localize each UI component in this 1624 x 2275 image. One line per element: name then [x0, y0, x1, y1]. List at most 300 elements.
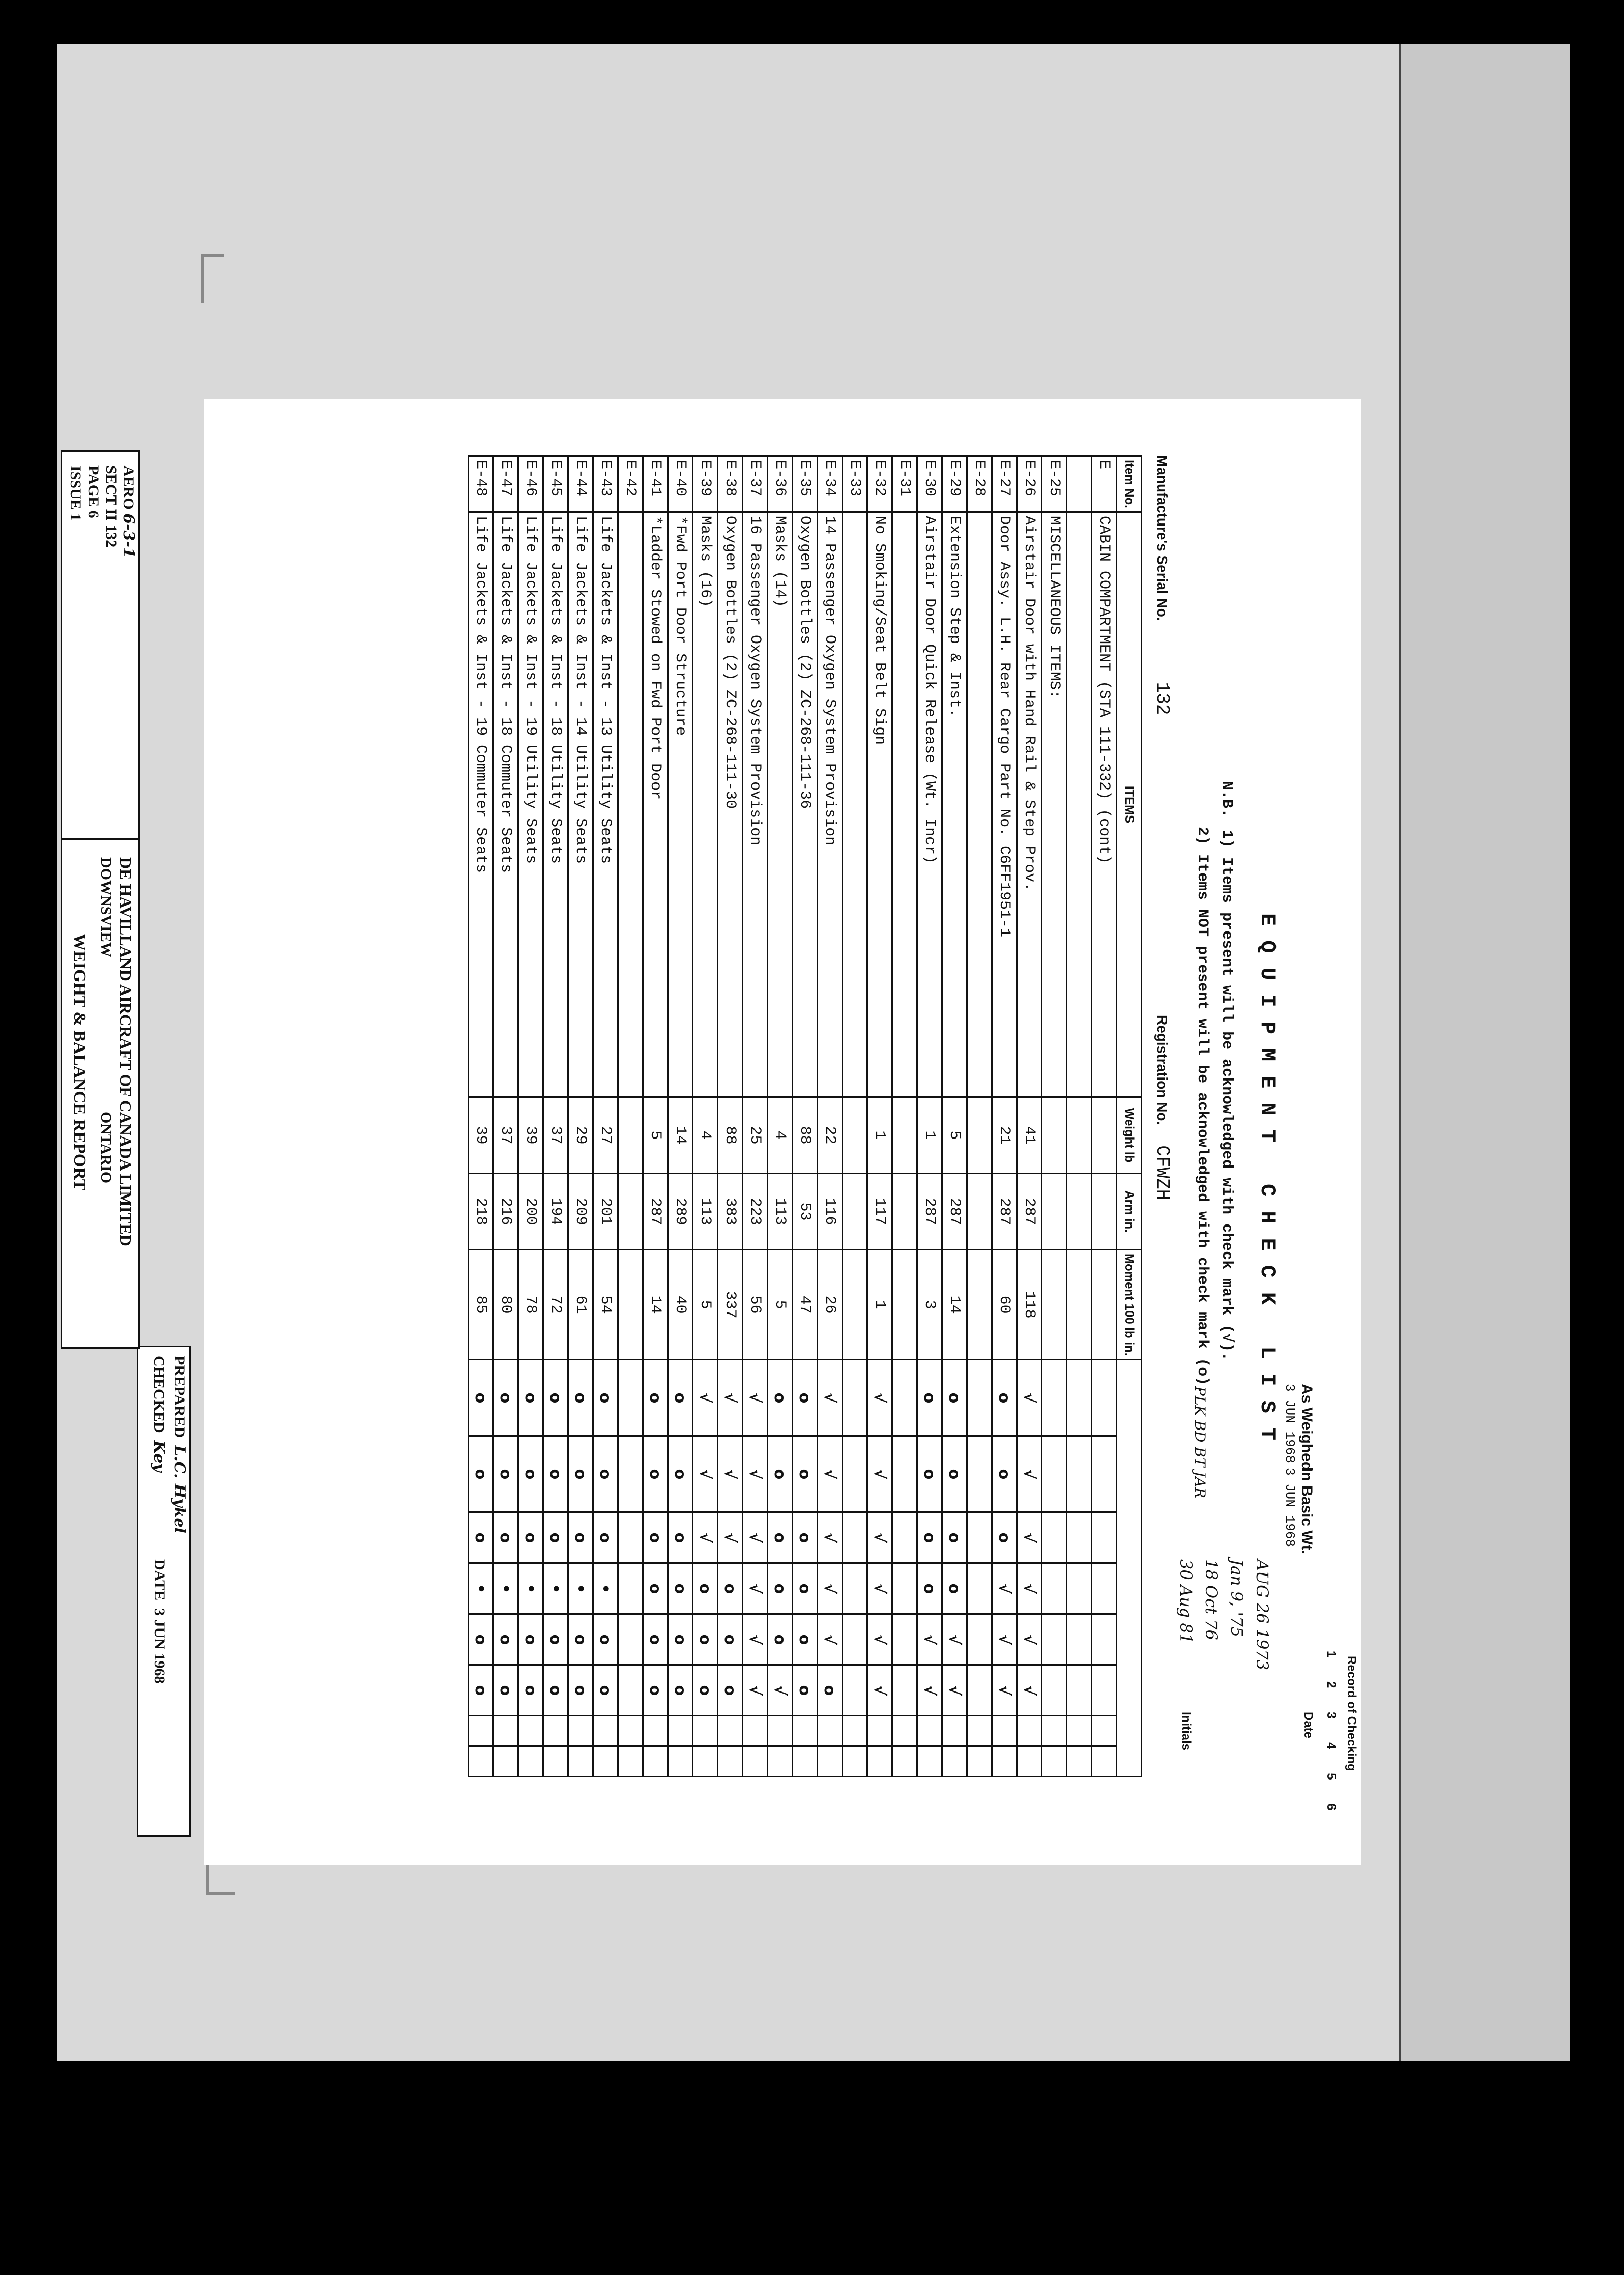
- check-mark-cell: •: [568, 1563, 593, 1614]
- item-weight: 39: [518, 1097, 543, 1174]
- record-date-3: 18 Oct 76: [1202, 1559, 1221, 1640]
- check-mark-cell: o: [568, 1665, 593, 1716]
- item-description: Masks (16): [693, 512, 718, 1097]
- table-row: [892, 456, 917, 1777]
- check-mark-cell: o: [668, 1512, 693, 1563]
- check-mark-cell: [843, 1512, 867, 1563]
- check-mark-cell: √: [1017, 1665, 1042, 1716]
- item-arm: 383: [718, 1174, 743, 1250]
- item-description: [1067, 512, 1092, 1097]
- check-mark-cell: •: [593, 1563, 618, 1614]
- table-row: [494, 456, 518, 1777]
- check-mark-cell: o: [593, 1360, 618, 1436]
- check-mark-cell: [967, 1746, 992, 1777]
- check-mark-cell: [818, 1716, 843, 1746]
- item-moment: 60: [992, 1250, 1017, 1360]
- table-row: [768, 456, 793, 1777]
- check-mark-cell: [1017, 1716, 1042, 1746]
- table-row: [693, 456, 718, 1777]
- check-mark-cell: √: [718, 1436, 743, 1512]
- check-mark-cell: √: [743, 1512, 768, 1563]
- check-mark-cell: [593, 1716, 618, 1746]
- item-moment: 5: [768, 1250, 793, 1360]
- item-arm: 53: [793, 1174, 818, 1250]
- item-moment: 14: [942, 1250, 967, 1360]
- company-province: ONTARIO: [98, 1112, 114, 1184]
- item-moment: 5: [693, 1250, 718, 1360]
- check-mark-cell: o: [469, 1614, 494, 1665]
- check-mark-cell: [618, 1436, 643, 1512]
- check-mark-cell: [793, 1716, 818, 1746]
- check-mark-cell: [469, 1716, 494, 1746]
- table-row: [867, 456, 892, 1777]
- check-mark-cell: o: [693, 1563, 718, 1614]
- check-mark-cell: [1042, 1614, 1067, 1665]
- check-mark-cell: o: [494, 1436, 518, 1512]
- table-row: [917, 456, 942, 1777]
- prepared-line: PREPARED L.C. Hykel: [170, 1356, 188, 1533]
- check-mark-cell: o: [668, 1614, 693, 1665]
- item-number: E-33: [843, 456, 867, 512]
- sect-line: SECT II 132: [103, 465, 120, 548]
- item-number: E-45: [543, 456, 568, 512]
- item-number: E-44: [568, 456, 593, 512]
- item-description: Masks (14): [768, 512, 793, 1097]
- item-moment: 56: [743, 1250, 768, 1360]
- check-mark-cell: [693, 1716, 718, 1746]
- item-number: E-46: [518, 456, 543, 512]
- item-number: E-40: [668, 456, 693, 512]
- check-mark-cell: o: [568, 1360, 593, 1436]
- item-weight: [843, 1097, 867, 1174]
- check-mark-cell: √: [743, 1614, 768, 1665]
- check-mark-cell: [967, 1360, 992, 1436]
- item-arm: 201: [593, 1174, 618, 1250]
- check-mark-cell: √: [867, 1360, 892, 1436]
- check-mark-cell: [843, 1563, 867, 1614]
- item-arm: 218: [469, 1174, 494, 1250]
- item-number: E-25: [1042, 456, 1067, 512]
- check-mark-cell: √: [867, 1512, 892, 1563]
- item-arm: [1092, 1174, 1117, 1250]
- check-mark-cell: o: [668, 1436, 693, 1512]
- item-arm: 287: [643, 1174, 668, 1250]
- check-mark-cell: o: [917, 1563, 942, 1614]
- record-title: Record of Checking: [1345, 1656, 1358, 1771]
- check-mark-cell: [618, 1716, 643, 1746]
- check-mark-cell: √: [768, 1665, 793, 1716]
- check-mark-cell: •: [469, 1563, 494, 1614]
- check-mark-cell: o: [793, 1614, 818, 1665]
- check-mark-cell: o: [543, 1360, 568, 1436]
- item-weight: 4: [693, 1097, 718, 1174]
- item-arm: [892, 1174, 917, 1250]
- item-weight: [892, 1097, 917, 1174]
- item-moment: 118: [1017, 1250, 1042, 1360]
- check-mark-cell: o: [768, 1360, 793, 1436]
- item-arm: 287: [917, 1174, 942, 1250]
- check-mark-cell: [1092, 1360, 1117, 1436]
- table-row: [718, 456, 743, 1777]
- table-row: [1067, 456, 1092, 1777]
- equipment-table: [468, 455, 1142, 1777]
- item-number: E-26: [1017, 456, 1042, 512]
- check-mark-cell: [1042, 1746, 1067, 1777]
- check-mark-cell: [892, 1360, 917, 1436]
- check-mark-cell: [1092, 1746, 1117, 1777]
- basic-weight-date: 3 JUN 1968: [1282, 1468, 1297, 1548]
- table-row: [992, 456, 1017, 1777]
- check-mark-cell: [942, 1746, 967, 1777]
- item-arm: 289: [668, 1174, 693, 1250]
- check-mark-cell: √: [1017, 1512, 1042, 1563]
- check-mark-cell: o: [568, 1614, 593, 1665]
- check-mark-cell: o: [518, 1665, 543, 1716]
- check-mark-cell: o: [593, 1512, 618, 1563]
- equipment-check-list: [67, 399, 1361, 1865]
- check-mark-cell: [867, 1716, 892, 1746]
- check-mark-cell: [618, 1360, 643, 1436]
- check-mark-cell: o: [793, 1665, 818, 1716]
- check-mark-cell: [843, 1665, 867, 1716]
- check-mark-cell: o: [643, 1360, 668, 1436]
- item-arm: 113: [768, 1174, 793, 1250]
- item-number: E-27: [992, 456, 1017, 512]
- check-mark-cell: [967, 1614, 992, 1665]
- basic-weight-label: In Basic Wt.: [1298, 1468, 1315, 1555]
- check-mark-cell: √: [992, 1614, 1017, 1665]
- check-mark-cell: √: [917, 1614, 942, 1665]
- item-description: Door Assy. L.H. Rear Cargo Part No. C6FF1951-1: [992, 512, 1017, 1097]
- check-mark-cell: [618, 1665, 643, 1716]
- item-weight: 1: [917, 1097, 942, 1174]
- check-mark-cell: •: [518, 1563, 543, 1614]
- check-mark-cell: [469, 1746, 494, 1777]
- note-1: N.B.1) Items present will be acknowledged with check mark (√).: [1218, 781, 1235, 1361]
- check-mark-cell: o: [917, 1360, 942, 1436]
- check-mark-cell: √: [867, 1563, 892, 1614]
- item-description: No Smoking/Seat Belt Sign: [867, 512, 892, 1097]
- table-row: [643, 456, 668, 1777]
- check-mark-cell: o: [568, 1512, 593, 1563]
- col-record: [1117, 1360, 1142, 1777]
- item-moment: [618, 1250, 643, 1360]
- item-number: [1067, 456, 1092, 512]
- check-mark-cell: [967, 1665, 992, 1716]
- check-mark-cell: [892, 1436, 917, 1512]
- item-weight: 37: [543, 1097, 568, 1174]
- item-moment: 61: [568, 1250, 593, 1360]
- check-mark-cell: [1042, 1665, 1067, 1716]
- item-number: E-31: [892, 456, 917, 512]
- check-mark-cell: o: [469, 1436, 494, 1512]
- check-mark-cell: [992, 1746, 1017, 1777]
- check-mark-cell: [718, 1716, 743, 1746]
- check-mark-cell: •: [543, 1563, 568, 1614]
- check-mark-cell: o: [793, 1360, 818, 1436]
- corner-mark: [201, 254, 224, 303]
- item-moment: 80: [494, 1250, 518, 1360]
- item-moment: [967, 1250, 992, 1360]
- item-arm: [618, 1174, 643, 1250]
- item-moment: 85: [469, 1250, 494, 1360]
- item-weight: 88: [718, 1097, 743, 1174]
- check-mark-cell: o: [818, 1665, 843, 1716]
- table-row: [618, 456, 643, 1777]
- item-description: [843, 512, 867, 1097]
- item-number: E-28: [967, 456, 992, 512]
- check-mark-cell: √: [743, 1665, 768, 1716]
- item-moment: 54: [593, 1250, 618, 1360]
- check-mark-cell: o: [494, 1360, 518, 1436]
- item-arm: 117: [867, 1174, 892, 1250]
- check-mark-cell: o: [668, 1360, 693, 1436]
- check-mark-cell: √: [1017, 1614, 1042, 1665]
- check-mark-cell: [618, 1614, 643, 1665]
- check-mark-cell: [892, 1614, 917, 1665]
- check-mark-cell: o: [643, 1665, 668, 1716]
- page-line: PAGE 6: [85, 465, 102, 518]
- table-body: [469, 456, 1117, 1777]
- as-weighed-date: 3 JUN 1968: [1282, 1384, 1297, 1464]
- check-mark-cell: o: [643, 1512, 668, 1563]
- item-weight: 21: [992, 1097, 1017, 1174]
- item-number: E-35: [793, 456, 818, 512]
- check-mark-cell: o: [917, 1512, 942, 1563]
- check-mark-cell: √: [818, 1436, 843, 1512]
- check-mark-cell: √: [743, 1563, 768, 1614]
- check-mark-cell: o: [768, 1512, 793, 1563]
- col-arm: Arm in.: [1117, 1174, 1142, 1250]
- item-description: Life Jackets & Inst - 19 Utility Seats: [518, 512, 543, 1097]
- item-moment: [892, 1250, 917, 1360]
- check-mark-cell: [1067, 1716, 1092, 1746]
- note-2: 2) Items NOT present will be acknowledged with check mark (o).: [1194, 827, 1211, 1395]
- checked-line: CHECKED Key: [150, 1356, 168, 1472]
- item-description: Life Jackets & Inst - 18 Commuter Seats: [494, 512, 518, 1097]
- check-mark-cell: [843, 1716, 867, 1746]
- check-mark-cell: [892, 1716, 917, 1746]
- item-arm: [843, 1174, 867, 1250]
- check-mark-cell: o: [942, 1436, 967, 1512]
- record-col-numbers: 1 2 3 4 5 6: [1324, 1651, 1338, 1811]
- check-mark-cell: o: [793, 1512, 818, 1563]
- date-line: DATE 3 JUN 1968: [151, 1559, 168, 1684]
- document-page: [67, 399, 1361, 1865]
- item-weight: 22: [818, 1097, 843, 1174]
- check-mark-cell: √: [693, 1436, 718, 1512]
- check-mark-cell: [892, 1665, 917, 1716]
- check-mark-cell: [843, 1436, 867, 1512]
- check-mark-cell: [892, 1746, 917, 1777]
- item-weight: 37: [494, 1097, 518, 1174]
- table-row: [843, 456, 867, 1777]
- check-mark-cell: [593, 1746, 618, 1777]
- item-description: Life Jackets & Inst - 13 Utility Seats: [593, 512, 618, 1097]
- table-row: [967, 456, 992, 1777]
- table-row: [1042, 456, 1067, 1777]
- item-description: Oxygen Bottles (2) ZC-268-111-36: [793, 512, 818, 1097]
- check-mark-cell: [892, 1512, 917, 1563]
- check-mark-cell: [1092, 1716, 1117, 1746]
- item-weight: 1: [867, 1097, 892, 1174]
- table-row: [593, 456, 618, 1777]
- check-mark-cell: [668, 1716, 693, 1746]
- item-weight: 5: [942, 1097, 967, 1174]
- item-moment: [1067, 1250, 1092, 1360]
- check-mark-cell: [793, 1746, 818, 1777]
- table-row: [543, 456, 568, 1777]
- company-name: DE HAVILLAND AIRCRAFT OF CANADA LIMITED: [117, 857, 135, 1246]
- check-mark-cell: √: [693, 1360, 718, 1436]
- check-mark-cell: o: [593, 1614, 618, 1665]
- check-mark-cell: [618, 1512, 643, 1563]
- item-number: E: [1092, 456, 1117, 512]
- check-mark-cell: o: [593, 1665, 618, 1716]
- check-mark-cell: [1042, 1563, 1067, 1614]
- registration-field: Registration No.CFWZH: [1152, 1015, 1173, 1201]
- record-date-1: AUG 26 1973: [1253, 1559, 1272, 1671]
- item-number: E-34: [818, 456, 843, 512]
- record-date-label: Date: [1301, 1712, 1315, 1739]
- item-arm: 216: [494, 1174, 518, 1250]
- serial-field: Manufacture's Serial No.132: [1152, 455, 1173, 715]
- record-initials-row: PLK BD BT JAR: [1192, 1386, 1208, 1498]
- check-mark-cell: o: [469, 1512, 494, 1563]
- item-weight: [967, 1097, 992, 1174]
- check-mark-cell: o: [718, 1665, 743, 1716]
- check-mark-cell: [643, 1746, 668, 1777]
- check-mark-cell: o: [518, 1512, 543, 1563]
- check-mark-cell: [518, 1746, 543, 1777]
- item-description: [892, 512, 917, 1097]
- check-mark-cell: √: [818, 1360, 843, 1436]
- table-row: [743, 456, 768, 1777]
- check-mark-cell: [1042, 1436, 1067, 1512]
- item-moment: [843, 1250, 867, 1360]
- item-moment: 47: [793, 1250, 818, 1360]
- item-description: 16 Passenger Oxygen System Provision: [743, 512, 768, 1097]
- check-mark-cell: o: [992, 1436, 1017, 1512]
- check-mark-cell: [917, 1716, 942, 1746]
- item-weight: 4: [768, 1097, 793, 1174]
- check-mark-cell: [743, 1746, 768, 1777]
- check-mark-cell: √: [718, 1512, 743, 1563]
- item-weight: 5: [643, 1097, 668, 1174]
- table-header-row: [1117, 456, 1142, 1777]
- check-mark-cell: √: [867, 1665, 892, 1716]
- check-mark-cell: o: [643, 1563, 668, 1614]
- table-row: [668, 456, 693, 1777]
- table-row: [1092, 456, 1117, 1777]
- item-description: *Ladder Stowed on Fwd Port Door: [643, 512, 668, 1097]
- item-description: CABIN COMPARTMENT (STA 111-332) (cont): [1092, 512, 1117, 1097]
- check-mark-cell: •: [494, 1563, 518, 1614]
- item-description: [618, 512, 643, 1097]
- check-mark-cell: √: [743, 1436, 768, 1512]
- check-mark-cell: o: [518, 1360, 543, 1436]
- check-mark-cell: [668, 1746, 693, 1777]
- check-mark-cell: [818, 1746, 843, 1777]
- item-description: [967, 512, 992, 1097]
- item-moment: [1042, 1250, 1067, 1360]
- check-mark-cell: √: [818, 1563, 843, 1614]
- check-mark-cell: [1067, 1746, 1092, 1777]
- item-weight: [1092, 1097, 1117, 1174]
- item-arm: 287: [942, 1174, 967, 1250]
- item-moment: [1092, 1250, 1117, 1360]
- check-mark-cell: √: [867, 1614, 892, 1665]
- check-mark-cell: o: [543, 1512, 568, 1563]
- item-description: *Fwd Port Door Structure: [668, 512, 693, 1097]
- check-mark-cell: o: [668, 1665, 693, 1716]
- check-mark-cell: [1042, 1360, 1067, 1436]
- item-arm: [1067, 1174, 1092, 1250]
- page-title: EQUIPMENT CHECK LIST: [1255, 913, 1280, 1455]
- check-mark-cell: o: [494, 1512, 518, 1563]
- check-mark-cell: o: [718, 1614, 743, 1665]
- check-mark-cell: [1092, 1512, 1117, 1563]
- check-mark-cell: [1092, 1665, 1117, 1716]
- item-description: Airstair Door with Hand Rail & Step Prov.: [1017, 512, 1042, 1097]
- item-description: MISCELLANEOUS ITEMS:: [1042, 512, 1067, 1097]
- check-mark-cell: [494, 1746, 518, 1777]
- item-arm: 287: [992, 1174, 1017, 1250]
- check-mark-cell: √: [942, 1665, 967, 1716]
- check-mark-cell: [867, 1746, 892, 1777]
- check-mark-cell: o: [718, 1563, 743, 1614]
- check-mark-cell: [967, 1436, 992, 1512]
- as-weighed-label: As Weighed: [1298, 1384, 1315, 1471]
- item-weight: 29: [568, 1097, 593, 1174]
- item-arm: 113: [693, 1174, 718, 1250]
- table-row: [942, 456, 967, 1777]
- item-moment: 14: [643, 1250, 668, 1360]
- check-mark-cell: √: [693, 1512, 718, 1563]
- check-mark-cell: o: [768, 1614, 793, 1665]
- check-mark-cell: o: [543, 1665, 568, 1716]
- table-row: [818, 456, 843, 1777]
- check-mark-cell: [693, 1746, 718, 1777]
- col-items: ITEMS: [1117, 512, 1142, 1097]
- check-mark-cell: o: [942, 1563, 967, 1614]
- item-weight: 25: [743, 1097, 768, 1174]
- check-mark-cell: [967, 1512, 992, 1563]
- item-number: E-42: [618, 456, 643, 512]
- item-description: Oxygen Bottles (2) ZC-268-111-30: [718, 512, 743, 1097]
- item-moment: 26: [818, 1250, 843, 1360]
- item-description: Life Jackets & Inst - 19 Commuter Seats: [469, 512, 494, 1097]
- check-mark-cell: [518, 1716, 543, 1746]
- check-mark-cell: [992, 1716, 1017, 1746]
- check-mark-cell: o: [693, 1614, 718, 1665]
- check-mark-cell: √: [867, 1436, 892, 1512]
- item-number: E-29: [942, 456, 967, 512]
- aero-line: AERO 6-3-1: [120, 465, 137, 558]
- check-mark-cell: √: [917, 1665, 942, 1716]
- check-mark-cell: o: [494, 1614, 518, 1665]
- report-name: WEIGHT & BALANCE REPORT: [70, 934, 89, 1191]
- issue-line: ISSUE 1: [67, 465, 84, 521]
- item-moment: 72: [543, 1250, 568, 1360]
- check-mark-cell: o: [543, 1614, 568, 1665]
- check-mark-cell: [1017, 1746, 1042, 1777]
- check-mark-cell: [568, 1716, 593, 1746]
- item-description: Life Jackets & Inst - 14 Utility Seats: [568, 512, 593, 1097]
- check-mark-cell: o: [494, 1665, 518, 1716]
- serial-value: 132: [1152, 682, 1173, 715]
- item-weight: 39: [469, 1097, 494, 1174]
